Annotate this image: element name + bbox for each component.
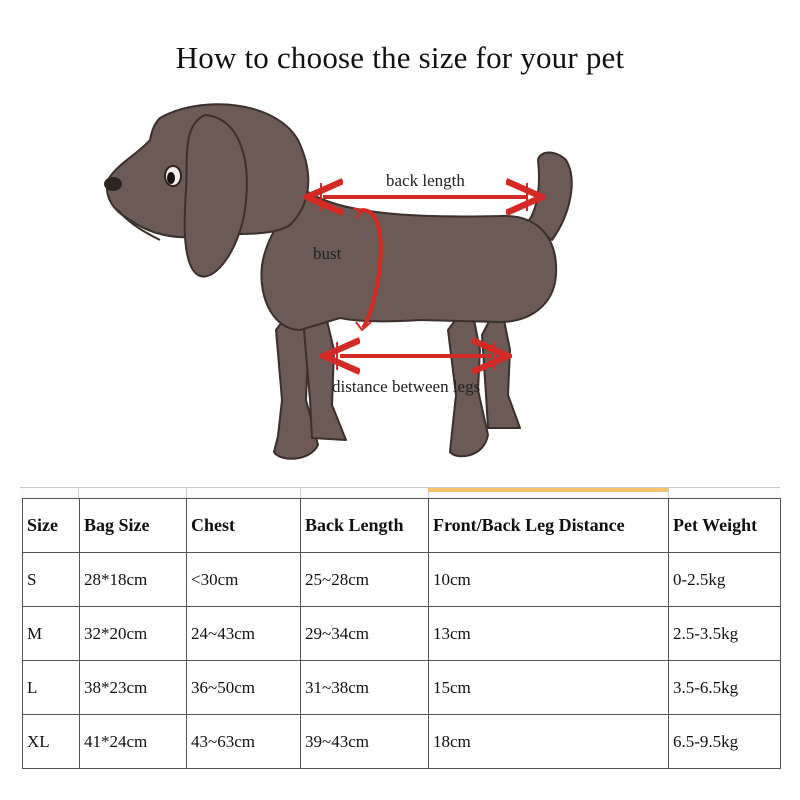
cell-leg-distance: 13cm <box>429 607 669 661</box>
dog-illustration <box>104 104 572 459</box>
cell-leg-distance: 18cm <box>429 715 669 769</box>
header-size: Size <box>23 499 80 553</box>
cell-pet-weight: 0-2.5kg <box>669 553 781 607</box>
cell-chest: 24~43cm <box>187 607 301 661</box>
header-bag-size: Bag Size <box>80 499 187 553</box>
cell-size: XL <box>23 715 80 769</box>
cell-size: L <box>23 661 80 715</box>
cell-bag-size: 41*24cm <box>80 715 187 769</box>
table-row <box>23 607 781 661</box>
header-back-length: Back Length <box>301 499 429 553</box>
cell-back-length: 29~34cm <box>301 607 429 661</box>
cell-leg-distance: 10cm <box>429 553 669 607</box>
size-chart-table <box>22 498 781 769</box>
cell-back-length: 39~43cm <box>301 715 429 769</box>
cell-size: S <box>23 553 80 607</box>
cell-back-length: 25~28cm <box>301 553 429 607</box>
header-leg-distance: Front/Back Leg Distance <box>429 499 669 553</box>
cell-bag-size: 28*18cm <box>80 553 187 607</box>
cell-chest: 43~63cm <box>187 715 301 769</box>
cell-bag-size: 38*23cm <box>80 661 187 715</box>
cell-chest: 36~50cm <box>187 661 301 715</box>
cell-pet-weight: 2.5-3.5kg <box>669 607 781 661</box>
cell-chest: <30cm <box>187 553 301 607</box>
back-length-label: back length <box>386 171 465 190</box>
table-row <box>23 715 781 769</box>
cell-size: M <box>23 607 80 661</box>
table-row <box>23 661 781 715</box>
cell-bag-size: 32*20cm <box>80 607 187 661</box>
cell-pet-weight: 6.5-9.5kg <box>669 715 781 769</box>
bust-label: bust <box>313 244 342 263</box>
header-chest: Chest <box>187 499 301 553</box>
cell-back-length: 31~38cm <box>301 661 429 715</box>
leg-distance-label: distance between legs <box>332 377 481 396</box>
cell-pet-weight: 3.5-6.5kg <box>669 661 781 715</box>
header-pet-weight: Pet Weight <box>669 499 781 553</box>
cell-leg-distance: 15cm <box>429 661 669 715</box>
table-header-row <box>23 499 781 553</box>
page-title: How to choose the size for your pet <box>175 40 625 75</box>
table-row <box>23 553 781 607</box>
